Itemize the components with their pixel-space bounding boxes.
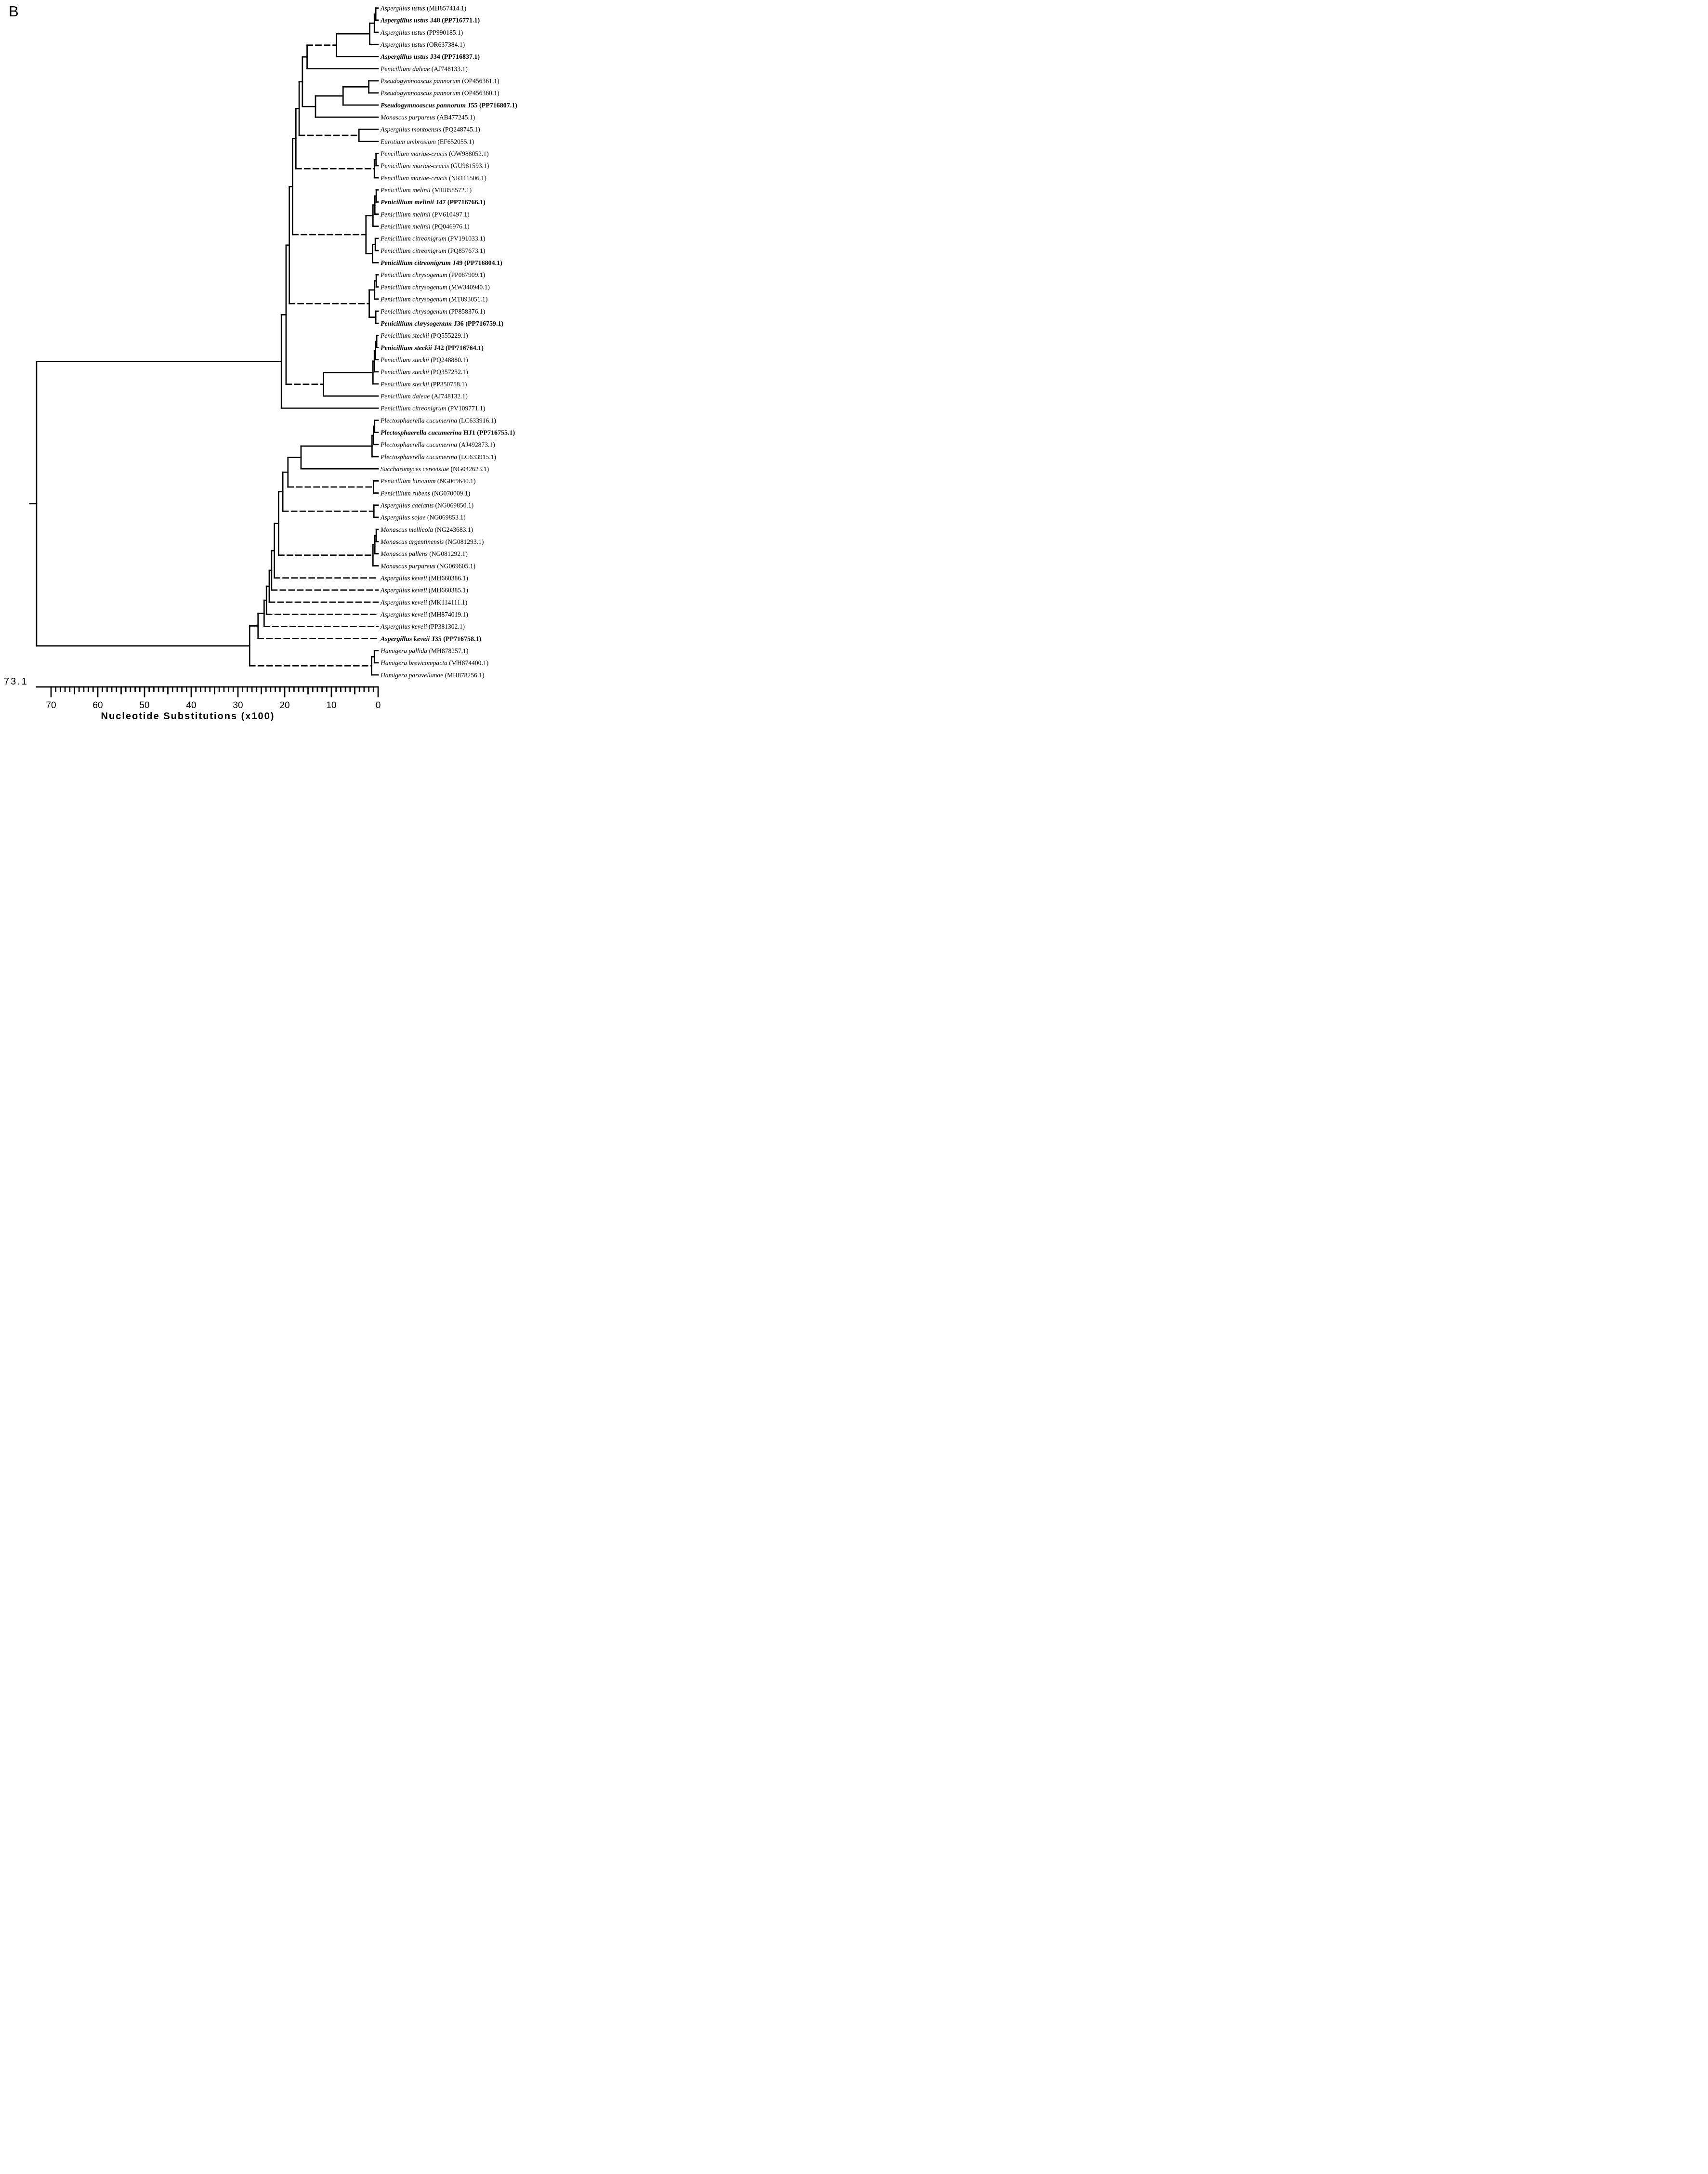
taxon-label: Aspergillus keveii (MH874019.1): [381, 611, 468, 618]
taxon-label: Aspergillus caelatus (NG069850.1): [381, 501, 474, 509]
taxon-label: Monascus pallens (NG081292.1): [381, 550, 468, 558]
taxon-label: Penicillium chrysogenum (MT893051.1): [381, 295, 488, 303]
taxon-label: Penicillium chrysogenum (MW340940.1): [381, 283, 490, 291]
axis-tick-label: 30: [233, 700, 243, 711]
taxon-label: Penicillium steckii (PP350758.1): [381, 380, 467, 388]
axis-tick-label: 20: [279, 700, 290, 711]
taxon-label: Penicillium citreonigrum (PQ857673.1): [381, 247, 486, 254]
taxon-label: Penicillium hirsutum (NG069640.1): [381, 477, 476, 485]
taxon-label: Plectosphaerella cucumerina (LC633916.1): [381, 417, 496, 424]
taxon-label: Monascus mellicola (NG243683.1): [381, 526, 473, 533]
panel-label: B: [9, 3, 19, 20]
axis-tick-label: 40: [186, 700, 197, 711]
taxon-label: Penicillium steckii J42 (PP716764.1): [381, 344, 484, 352]
taxon-label: Penicillium melinii (PQ046976.1): [381, 223, 470, 230]
taxon-label: Aspergillus ustus (OR637384.1): [381, 41, 465, 49]
taxon-label: Pseudogymnoascus pannorum (OP456361.1): [381, 77, 499, 85]
taxon-label: Aspergillus keveii (MK114111.1): [381, 598, 468, 606]
taxon-label: Penicillium steckii (PQ555229.1): [381, 332, 468, 340]
axis-tick-label: 70: [46, 700, 56, 711]
taxon-label: Aspergillus ustus (PP990185.1): [381, 28, 463, 36]
taxon-label: Penicillium steckii (PQ357252.1): [381, 368, 468, 376]
taxon-label: Plectosphaerella cucumerina (LC633915.1): [381, 453, 496, 461]
taxon-label: Penicillium chrysogenum J36 (PP716759.1): [381, 320, 504, 328]
axis-tick-label: 0: [375, 700, 381, 711]
taxon-label: Monascus purpureus (AB477245.1): [381, 114, 475, 121]
taxon-label: Penicillium melinii J47 (PP716766.1): [381, 199, 486, 207]
taxon-label: Penicillium daleae (AJ748132.1): [381, 392, 468, 400]
taxon-label: Aspergillus keveii (MH660386.1): [381, 574, 468, 582]
taxon-label: Hamigera pallida (MH878257.1): [381, 647, 469, 655]
axis-tick-label: 60: [92, 700, 103, 711]
taxon-label: Saccharomyces cerevisiae (NG042623.1): [381, 465, 489, 473]
taxon-label: Penicillium melinii (MH858572.1): [381, 186, 472, 194]
taxon-label: Aspergillus keveii (PP381302.1): [381, 623, 465, 631]
taxon-label: Monascus purpureus (NG069605.1): [381, 562, 475, 570]
taxon-label: Eurotium umbrosium (EF652055.1): [381, 138, 474, 145]
axis-tick-label: 50: [139, 700, 150, 711]
taxon-label: Plectosphaerella cucumerina (AJ492873.1): [381, 441, 495, 448]
taxon-label: Pencillium mariae-crucis (NR111506.1): [381, 174, 486, 182]
taxon-label: Pseudogymnoascus pannorum (OP456360.1): [381, 89, 499, 97]
taxon-label: Penicillium citreonigrum J49 (PP716804.1): [381, 260, 502, 267]
taxon-label: Penicillium citreonigrum (PV191033.1): [381, 235, 486, 242]
taxon-label: Plectosphaerella cucumerina HJ1 (PP716755.1): [381, 429, 515, 437]
taxon-label: Penicillium citreonigrum (PV109771.1): [381, 405, 486, 412]
taxon-label: Penicillium rubens (NG070009.1): [381, 489, 471, 497]
phylogenetic-tree-figure: [0, 0, 569, 725]
taxon-label: Penicillium mariae-crucis (GU981593.1): [381, 162, 489, 170]
taxon-label: Pencillium mariae-crucis (OW988052.1): [381, 150, 489, 158]
taxon-label: Penicillium daleae (AJ748133.1): [381, 65, 468, 73]
taxon-label: Aspergillus ustus J34 (PP716837.1): [381, 53, 480, 61]
taxon-label: Aspergillus montoensis (PQ248745.1): [381, 126, 480, 133]
taxon-label: Monascus argentinensis (NG081293.1): [381, 538, 484, 545]
taxon-label: Hamigera paravellanae (MH878256.1): [381, 671, 485, 679]
taxon-label: Pseudogymnoascus pannorum J55 (PP716807.1): [381, 102, 517, 109]
taxon-label: Aspergillus ustus (MH857414.1): [381, 4, 467, 12]
taxon-label: Aspergillus sojae (NG069853.1): [381, 514, 466, 521]
taxon-label: Penicillium steckii (PQ248880.1): [381, 356, 468, 364]
taxon-label: Penicillium chrysogenum (PP087909.1): [381, 271, 486, 279]
taxon-label: Hamigera brevicompacta (MH874400.1): [381, 659, 489, 667]
root-length-label: 73.1: [4, 676, 28, 687]
taxon-label: Aspergillus keveii J35 (PP716758.1): [381, 635, 482, 643]
taxon-label: Aspergillus keveii (MH660385.1): [381, 586, 468, 594]
taxon-label: Aspergillus ustus J48 (PP716771.1): [381, 17, 480, 25]
axis-title: Nucleotide Substitutions (x100): [101, 711, 275, 722]
axis-tick-label: 10: [326, 700, 337, 711]
taxon-label: Penicillium melinii (PV610497.1): [381, 211, 470, 218]
taxon-label: Penicillium chrysogenum (PP858376.1): [381, 307, 486, 315]
tree-canvas: [0, 0, 569, 725]
